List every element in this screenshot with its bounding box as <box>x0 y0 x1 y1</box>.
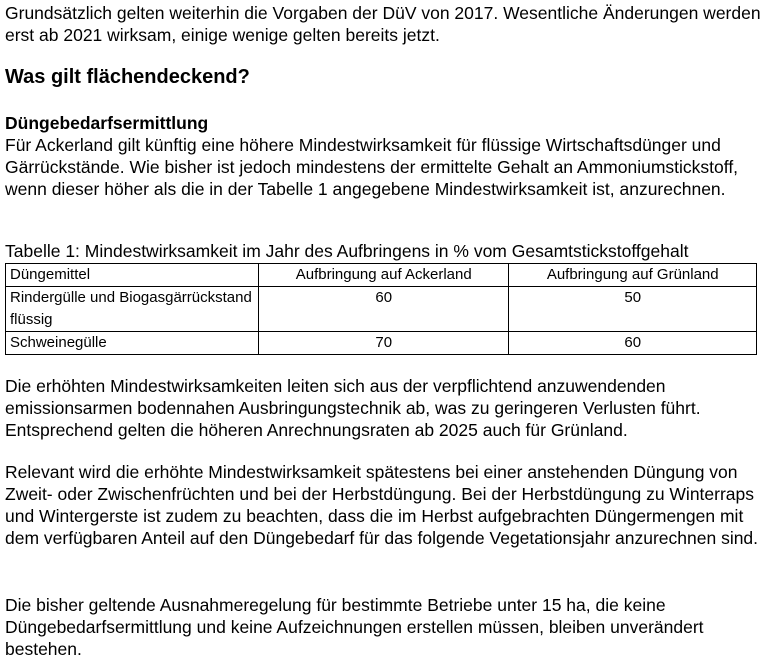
intro-paragraph: Grundsätzlich gelten weiterhin die Vorgaben der DüV von 2017. Wesentliche Änderungen werden erst ab 2021 wirksam, einige wenige gelten bereits jetzt. <box>5 3 761 45</box>
table-header-row <box>6 264 757 287</box>
subsection-paragraph: Für Ackerland gilt künftig eine höhere Mindestwirksamkeit für flüssige Wirtschaftsdünger und Gärrückstände. Wie bisher ist jedoch mindestens der ermittelte Gehalt an Ammoniumstickstoff, wenn dieser höher als die in der Tabelle 1 angegebene Mindestwirksamkeit ist, anzurechnen. <box>5 135 739 199</box>
body-paragraph: Relevant wird die erhöhte Mindestwirksamkeit spätestens bei einer anstehenden Düngung von Zweit- oder Zwischenfrüchten und bei der Herbstdüngung. Bei der Herbstdüngung zu Winterraps und Wintergerste ist zudem zu beachten, dass die im Herbst aufgebrachten Düngermengen mit dem verfügbaren Anteil auf den Düngebedarf für das folgende Vegetationsjahr anzurechnen sind. <box>5 462 759 548</box>
table-row <box>6 287 757 332</box>
subsection-heading: Düngebedarfsermittlung <box>5 113 209 133</box>
table-cell-grassland: 60 <box>509 332 757 355</box>
table-row <box>6 332 757 355</box>
table-header-cell: Düngemittel <box>6 264 259 287</box>
efficiency-table <box>5 263 757 355</box>
body-paragraph: Die bisher geltende Ausnahmeregelung für bestimmte Betriebe unter 15 ha, die keine Düngebedarfsermittlung und keine Aufzeichnungen erstellen müssen, bleiben unverändert bestehen. <box>5 595 704 659</box>
table-header-cell: Aufbringung auf Ackerland <box>258 264 509 287</box>
section-heading: Was gilt flächendeckend? <box>5 66 250 88</box>
table-cell-arable: 70 <box>258 332 509 355</box>
table-cell-grassland: 50 <box>509 287 757 332</box>
table-cell-arable: 60 <box>258 287 509 332</box>
body-paragraph: Die erhöhten Mindestwirksamkeiten leiten sich aus der verpflichtend anzuwendenden emissionsarmen bodennahen Ausbringungstechnik ab, was zu geringeren Verlusten führt. Entsprechend gelten die höheren Anrechnungsraten ab 2025 auch für Grünland. <box>5 376 701 440</box>
table-caption: Tabelle 1: Mindestwirksamkeit im Jahr des Aufbringens in % vom Gesamtstickstoffgehalt <box>5 241 689 261</box>
table-cell-fertilizer: Rindergülle und Biogasgärrückstand flüssig <box>6 287 259 332</box>
table-header-cell: Aufbringung auf Grünland <box>509 264 757 287</box>
table-cell-fertilizer: Schweinegülle <box>6 332 259 355</box>
